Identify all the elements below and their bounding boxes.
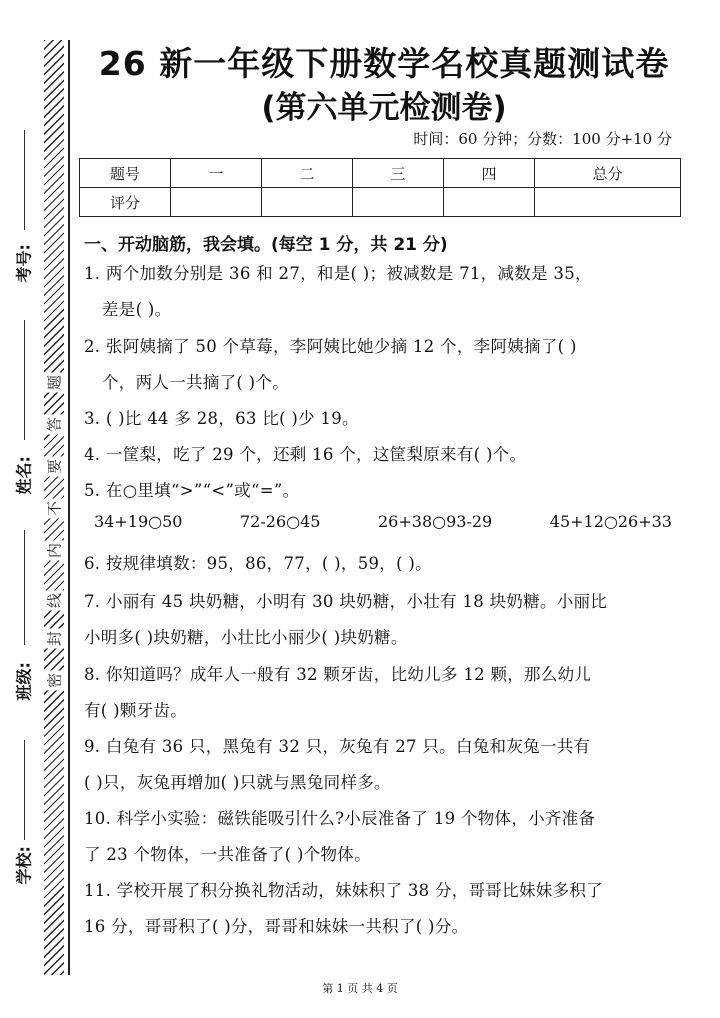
seal-char: 内 [44, 541, 65, 561]
score-input-cell[interactable] [171, 188, 262, 217]
question-line: 10. 科学小实验：磁铁能吸引什么?小辰准备了 19 个物体，小齐准备 [84, 809, 596, 828]
page-title: 26 新一年级下册数学名校真题测试卷 [98, 44, 670, 83]
exam-number-line [24, 130, 25, 230]
binding-margin [0, 0, 80, 1018]
question-6 [84, 546, 684, 582]
seal-char: 线 [44, 591, 65, 611]
score-table [79, 158, 681, 217]
comparison-row [84, 512, 684, 531]
seal-char: 要 [44, 457, 65, 477]
question-7 [84, 584, 684, 656]
comparison-item: 34+19○50 [94, 512, 183, 531]
score-value-row [80, 188, 681, 217]
page-subtitle: (第六单元检测卷) [261, 90, 507, 126]
question-line: 4. 一筐梨，吃了 29 个，还剩 16 个，这筐梨原来有( )个。 [84, 445, 527, 464]
class-label: 班级: [14, 662, 34, 701]
seal-char: 答 [44, 415, 65, 435]
question-line: 9. 白兔有 36 只，黑兔有 32 只，灰兔有 27 只。白兔和灰兔一共有 [84, 737, 591, 756]
score-cell: 四 [444, 159, 535, 188]
question-line: 小明多( )块奶糖，小壮比小丽少( )块奶糖。 [84, 628, 408, 647]
question-5 [84, 473, 684, 509]
score-cell: 题号 [80, 159, 171, 188]
question-line: 个，两人一共摘了( )个。 [102, 373, 290, 392]
question-line: ( )只，灰兔再增加( )只就与黑兔同样多。 [84, 773, 391, 792]
score-cell: 总分 [535, 159, 681, 188]
question-line: 8. 你知道吗？成年人一般有 32 颗牙齿，比幼儿多 12 颗，那么幼儿 [84, 665, 592, 684]
question-8 [84, 657, 684, 729]
question-line: 1. 两个加数分别是 36 和 27，和是( )；被减数是 71，减数是 35， [84, 264, 592, 283]
question-1 [84, 256, 684, 328]
binding-rule [68, 40, 70, 975]
question-line: 了 23 个物体，一共准备了( )个物体。 [84, 845, 371, 864]
name-line [24, 320, 25, 440]
school-line [24, 740, 25, 840]
score-input-cell[interactable] [535, 188, 681, 217]
question-line: 11. 学校开展了积分换礼物活动，妹妹积了 38 分，哥哥比妹妹多积了 [84, 881, 603, 900]
seal-char: 题 [44, 373, 65, 393]
seal-char: 密 [44, 671, 65, 691]
page-footer: 第 1 页 共 4 页 [322, 982, 398, 995]
score-input-cell[interactable] [262, 188, 353, 217]
school-label: 学校: [14, 846, 34, 885]
exam-meta: 时间：60 分钟；分数：100 分+10 分 [413, 130, 672, 148]
question-line: 7. 小丽有 45 块奶糖，小明有 30 块奶糖，小壮有 18 块奶糖。小丽比 [84, 592, 608, 611]
comparison-item: 45+12○26+33 [549, 512, 672, 531]
question-10 [84, 801, 684, 873]
question-line: 16 分，哥哥积了( )分，哥哥和妹妹一共积了( )分。 [84, 917, 469, 936]
question-line: 2. 张阿姨摘了 50 个草莓，李阿姨比她少摘 12 个，李阿姨摘了( ) [84, 337, 577, 356]
score-cell: 评分 [80, 188, 171, 217]
question-line: 3. ( )比 44 多 28，63 比( )少 19。 [84, 409, 359, 428]
score-cell: 一 [171, 159, 262, 188]
name-label: 姓名: [14, 456, 34, 495]
question-2 [84, 329, 684, 401]
question-9 [84, 729, 684, 801]
question-line: 6. 按规律填数：95，86，77，( )，59，( )。 [84, 554, 432, 573]
seal-char: 封 [44, 629, 65, 649]
question-4 [84, 437, 684, 473]
score-cell: 三 [353, 159, 444, 188]
section-heading: 一、开动脑筋，我会填。(每空 1 分，共 21 分) [84, 235, 448, 255]
comparison-item: 72-26○45 [240, 512, 321, 531]
exam-number-label: 考号: [14, 244, 34, 283]
question-line: 差是( )。 [102, 300, 172, 319]
question-3 [84, 401, 684, 437]
question-line: 5. 在○里填“>”“<”或“=”。 [84, 481, 300, 500]
comparison-item: 26+38○93-29 [378, 512, 493, 531]
question-line: 有( )颗牙齿。 [84, 701, 188, 720]
score-cell: 二 [262, 159, 353, 188]
score-input-cell[interactable] [353, 188, 444, 217]
score-header-row [80, 159, 681, 188]
question-11 [84, 873, 684, 945]
seal-char: 不 [44, 499, 65, 519]
score-input-cell[interactable] [444, 188, 535, 217]
class-line [24, 530, 25, 645]
